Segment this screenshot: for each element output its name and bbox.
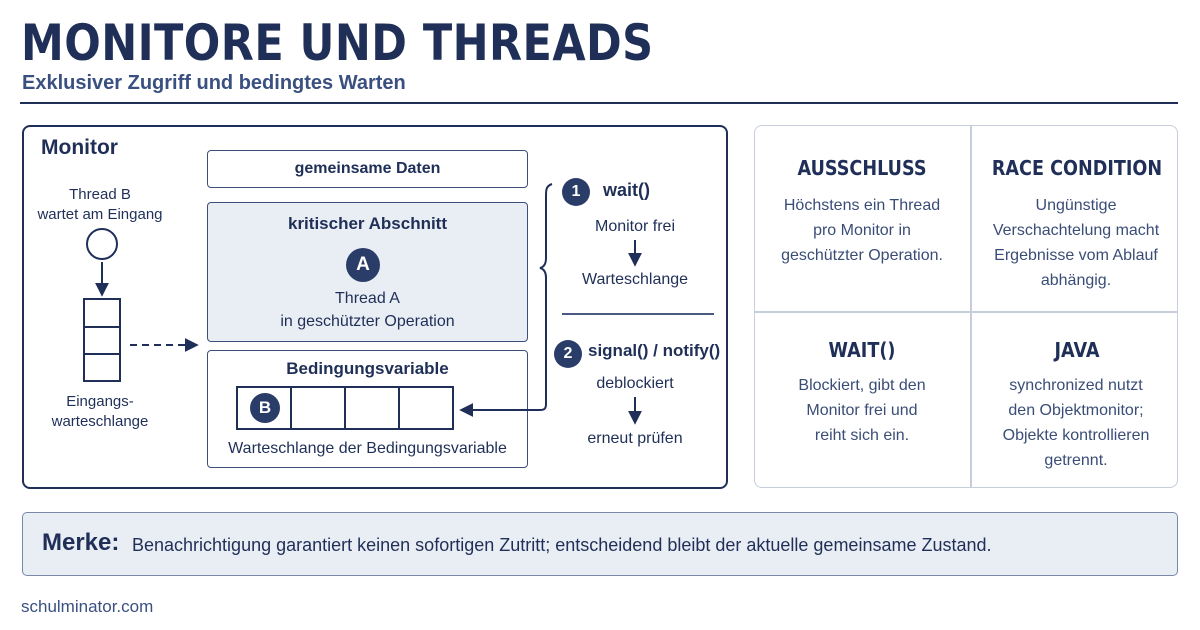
concept-line: Monitor frei und: [806, 402, 918, 419]
concept-body-java: [981, 373, 1171, 473]
concept-line: pro Monitor in: [813, 222, 911, 239]
thread-a-line-1: Thread A: [335, 290, 400, 307]
condition-queue-cell: [238, 388, 292, 428]
condition-queue-cell: [292, 388, 346, 428]
footer-source: schulminator.com: [21, 597, 154, 616]
step-1-badge: 1: [562, 178, 590, 206]
condition-queue-cell: [400, 388, 452, 428]
thread-a-text: [207, 287, 528, 333]
step-2-badge: 2: [554, 340, 582, 368]
entry-queue: [83, 298, 121, 382]
entry-queue-label: [40, 392, 160, 432]
concept-title-ausschluss: AUSSCHLUSS: [797, 156, 927, 180]
wait-title: wait(): [603, 180, 650, 200]
condition-queue: [236, 386, 454, 430]
note-label: Merke:: [42, 529, 120, 556]
thread-b-label: [30, 185, 170, 225]
note-text: Benachrichtigung garantiert keinen sofortigen Zutritt; entscheidend bleibt der aktuelle gemeinsame Zustand.: [132, 535, 992, 555]
concept-line: den Objektmonitor;: [1008, 402, 1144, 419]
concept-line: Blockiert, gibt den: [798, 377, 926, 394]
signal-title: signal() / notify(): [588, 341, 721, 360]
concept-line: abhängig.: [1040, 272, 1112, 289]
concept-title-race-condition: RACE CONDITION: [991, 156, 1163, 180]
thread-b-circle-icon: [86, 228, 118, 260]
concept-line: Ungünstige: [1035, 197, 1117, 214]
queue-divider: [85, 326, 119, 328]
concepts-vertical-divider: [970, 126, 972, 487]
concept-line: Verschachtelung macht: [992, 222, 1160, 239]
concept-line: reiht sich ein.: [814, 427, 910, 444]
concept-title-java: JAVA: [1054, 338, 1100, 362]
concept-title-wait: WAIT(): [828, 338, 896, 362]
concept-body-ausschluss: [767, 193, 957, 268]
concepts-horizontal-divider: [755, 311, 1177, 313]
condition-variable-title: Bedingungsvariable: [286, 359, 449, 378]
shared-data-box: gemeinsame Daten: [207, 150, 528, 188]
page-subtitle: Exklusiver Zugriff und bedingtes Warten: [22, 72, 406, 94]
thread-b-line-2: wartet am Eingang: [37, 206, 163, 223]
concept-line: Höchstens ein Thread: [783, 197, 941, 214]
concept-line: Objekte kontrollieren: [1002, 427, 1150, 444]
critical-section-title: kritischer Abschnitt: [287, 214, 448, 233]
step-1-line-2: Warteschlange: [581, 271, 689, 288]
concept-body-race-condition: [981, 193, 1171, 293]
thread-a-badge: A: [346, 248, 380, 282]
page-title: MONITORE UND THREADS: [21, 14, 654, 72]
thread-a-line-2: in geschützter Operation: [280, 313, 455, 330]
entry-queue-line-1: Eingangs-: [66, 393, 134, 410]
header-divider: [20, 102, 1178, 104]
thread-b-badge: B: [250, 393, 280, 423]
step-2-line-2: erneut prüfen: [587, 430, 683, 447]
concept-line: geschützter Operation.: [781, 247, 943, 264]
operations-divider: [562, 313, 714, 315]
concept-line: getrennt.: [1044, 452, 1108, 469]
entry-queue-line-2: warteschlange: [51, 413, 149, 430]
condition-queue-cell: [346, 388, 400, 428]
concept-body-wait: [767, 373, 957, 448]
condition-queue-label: Warteschlange der Bedingungsvariable: [228, 440, 507, 457]
step-2-line-1: deblockiert: [596, 375, 674, 392]
queue-divider: [85, 353, 119, 355]
monitor-label: Monitor: [41, 136, 118, 159]
step-1-line-1: Monitor frei: [594, 218, 676, 235]
concept-line: synchronized nutzt: [1009, 377, 1143, 394]
thread-b-line-1: Thread B: [69, 186, 131, 203]
concept-line: Ergebnisse vom Ablauf: [994, 247, 1158, 264]
